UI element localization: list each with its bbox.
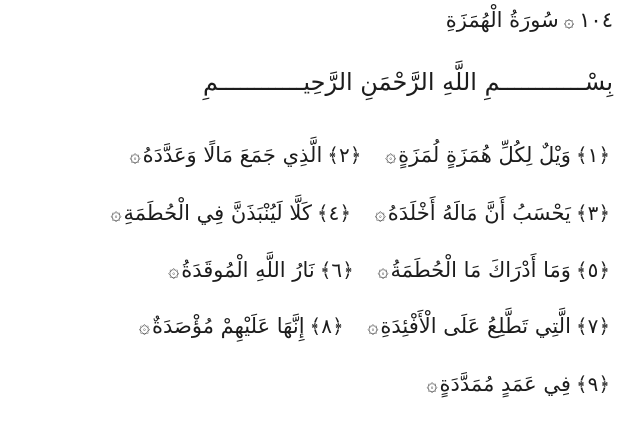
verse-2-number-marker: ﴿٢﴾: [327, 143, 362, 167]
end-of-ayah-ornament-icon: ۞: [385, 145, 397, 167]
verse-9: [426, 372, 613, 396]
end-of-ayah-ornament-icon: ۞: [377, 260, 389, 282]
verse-6-number-marker: ﴿٦﴾: [319, 258, 354, 282]
end-of-ayah-ornament-icon: ۞: [138, 316, 150, 338]
end-of-ayah-ornament-icon: ۞: [129, 145, 141, 167]
verse-2: [130, 143, 365, 167]
verse-1: [378, 143, 613, 167]
verse-9-text: فِي عَمَدٍ مُمَدَّدَةٍ: [439, 372, 571, 396]
verse-5-number-marker: ﴿٥﴾: [575, 258, 610, 282]
verse-7: [361, 314, 613, 338]
verse-2-text: الَّذِي جَمَعَ مَالًا وَعَدَّدَهُ: [142, 143, 323, 167]
verse-4-text: كَلَّا لَيُنْبَذَنَّ فِي الْحُطَمَةِ: [123, 201, 312, 225]
verse-line-1: [130, 143, 613, 167]
end-of-ayah-ornament-icon: ۞: [168, 260, 180, 282]
end-of-ayah-ornament-icon: ۞: [110, 203, 122, 225]
verse-line-4: [139, 314, 613, 338]
surah-title: سُورَةُ الْهُمَزَةِ: [445, 8, 559, 32]
header-ornament-icon: ۞: [563, 11, 575, 32]
verse-1-number-marker: ﴿١﴾: [575, 143, 610, 167]
verse-7-text: الَّتِي تَطَّلِعُ عَلَى الْأَفْئِدَةِ: [380, 314, 571, 338]
verse-5: [371, 258, 613, 282]
verse-5-text: وَمَا أَدْرَاكَ مَا الْحُطَمَةُ: [390, 258, 571, 282]
end-of-ayah-ornament-icon: ۞: [367, 316, 379, 338]
verse-line-5: [426, 372, 613, 396]
end-of-ayah-ornament-icon: ۞: [374, 203, 386, 225]
verse-3: [368, 201, 613, 225]
verse-line-2: [110, 201, 613, 225]
surah-header: [446, 8, 613, 32]
end-of-ayah-ornament-icon: ۞: [426, 374, 438, 396]
surah-number: ١٠٤: [579, 8, 613, 32]
verse-8-text: إِنَّهَا عَلَيْهِمْ مُؤْصَدَةٌ: [152, 314, 305, 338]
verse-6: [168, 258, 357, 282]
bismillah-text: بِسْــــــــــــمِ اللَّهِ الرَّحْمَنِ الرَّحِيــــــــــــمِ: [203, 68, 613, 96]
verse-7-number-marker: ﴿٧﴾: [575, 314, 610, 338]
verse-1-text: وَيْلٌ لِكُلِّ هُمَزَةٍ لُمَزَةٍ: [398, 143, 571, 167]
verse-8-number-marker: ﴿٨﴾: [309, 314, 344, 338]
verse-line-3: [168, 258, 613, 282]
verse-8: [139, 314, 347, 338]
verse-3-text: يَحْسَبُ أَنَّ مَالَهُ أَخْلَدَهُ: [387, 201, 571, 225]
verse-6-text: نَارُ اللَّهِ الْمُوقَدَةُ: [181, 258, 315, 282]
bismillah: [203, 68, 613, 96]
verse-9-number-marker: ﴿٩﴾: [575, 372, 610, 396]
verse-4: [110, 201, 354, 225]
verse-3-number-marker: ﴿٣﴾: [575, 201, 610, 225]
verse-4-number-marker: ﴿٤﴾: [316, 201, 351, 225]
